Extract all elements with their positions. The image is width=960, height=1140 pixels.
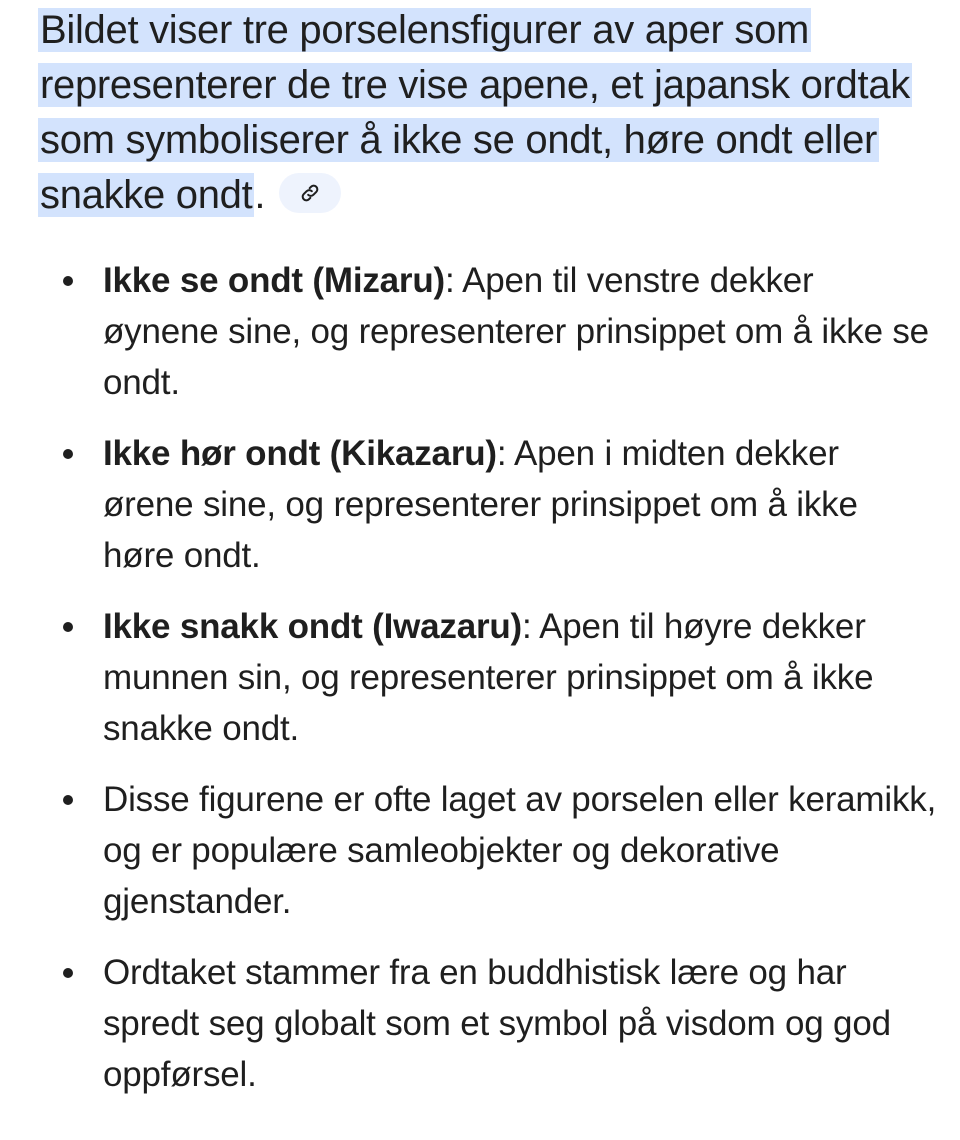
item-text: : Apen i midten dekker ørene sine, og representerer prinsippet om å ikke høre ondt. bbox=[103, 434, 858, 575]
source-link-chip[interactable] bbox=[279, 173, 341, 213]
bullet-dot bbox=[63, 622, 73, 632]
item-bold-title: Ikke snakk ondt (Iwazaru) bbox=[103, 607, 523, 646]
bullet-dot bbox=[63, 276, 73, 286]
list-item bbox=[38, 428, 938, 581]
bullet-dot bbox=[63, 795, 73, 805]
item-text: : Apen til høyre dekker munnen sin, og representerer prinsippet om å ikke snakke ondt. bbox=[103, 607, 874, 748]
response-content bbox=[38, 0, 938, 1120]
item-text: Disse figurene er ofte laget av porselen eller keramikk, og er populære samleobjekter og dekorative gjenstander. bbox=[103, 780, 937, 921]
list-item bbox=[38, 774, 938, 927]
intro-paragraph bbox=[38, 0, 938, 223]
bullet-list bbox=[38, 255, 938, 1100]
bullet-dot bbox=[63, 968, 73, 978]
item-text: : Apen til venstre dekker øynene sine, og representerer prinsippet om å ikke se ondt. bbox=[103, 261, 929, 402]
item-bold-title: Ikke se ondt (Mizaru) bbox=[103, 261, 445, 300]
list-item bbox=[38, 601, 938, 754]
list-item bbox=[38, 947, 938, 1100]
item-bold-title: Ikke hør ondt (Kikazaru) bbox=[103, 434, 497, 473]
link-icon bbox=[299, 182, 321, 204]
bullet-dot bbox=[63, 449, 73, 459]
highlighted-intro-text[interactable]: Bildet viser tre porselensfigurer av aper som representerer de tre vise apene, et japansk ordtak som symboliserer å ikke se ondt, høre ondt eller snakke ondt bbox=[40, 8, 910, 217]
item-text: Ordtaket stammer fra en buddhistisk lære og har spredt seg globalt som et symbol på visdom og god oppførsel. bbox=[103, 953, 891, 1094]
list-item bbox=[38, 255, 938, 408]
intro-period: . bbox=[254, 173, 266, 217]
